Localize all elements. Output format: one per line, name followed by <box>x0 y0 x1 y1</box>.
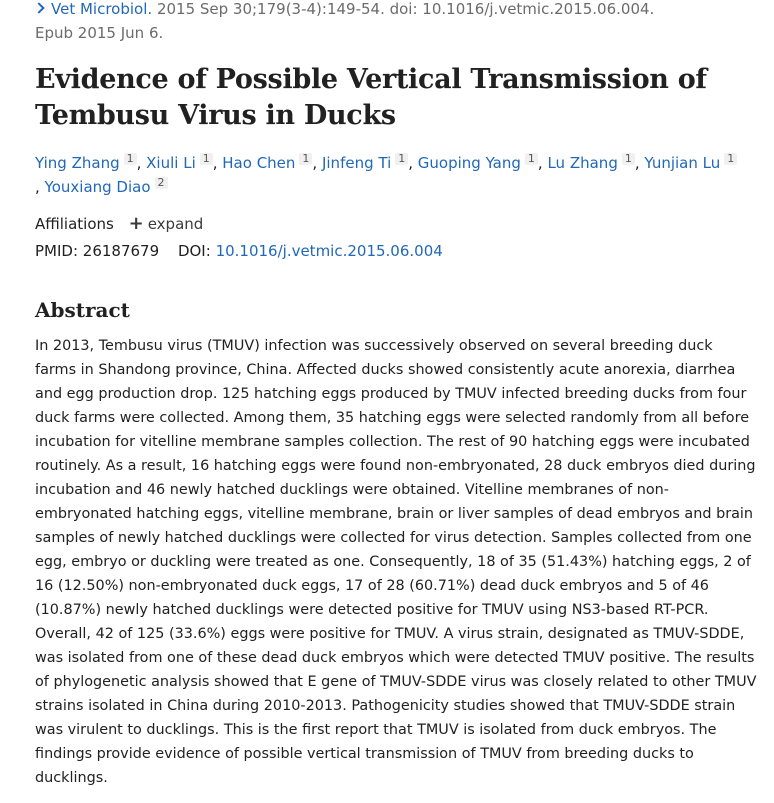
affiliation-ref[interactable]: 2 <box>155 177 168 189</box>
affiliation-ref[interactable]: 1 <box>200 153 213 165</box>
article-title: Evidence of Possible Vertical Transmission of Tembusu Virus in Ducks <box>35 64 707 131</box>
doi-link[interactable]: 10.1016/j.vetmic.2015.06.004 <box>215 242 443 260</box>
affiliation-ref[interactable]: 1 <box>299 153 312 165</box>
identifiers-row <box>35 239 443 263</box>
citation-details: 2015 Sep 30;179(3-4):149-54. doi: 10.1016/j.vetmic.2015.06.004. <box>156 0 655 18</box>
plus-icon: + <box>128 213 144 234</box>
citation-epub: Epub 2015 Jun 6. <box>35 24 164 42</box>
abstract-text: In 2013, Tembusu virus (TMUV) infection was successively observed on several breeding duck farms in Shandong province, China. Affected ducks showed consistently acute anorexia, diarrhea and egg production drop. 125 hatching eggs produced by TMUV infected breeding ducks from four duck farms were collected. Among them, 35 hatching eggs were selected randomly from all before incubation for vitelline membrane samples collection. The rest of 90 hatching eggs were incubated routinely. As a result, 16 hatching eggs were found non-embryonated, 28 duck embryos died during incubation and 46 newly hatched ducklings were obtained. Vitelline membranes of non-embryonated hatching eggs, vitelline membrane, brain or liver samples of dead embryos and brain samples of newly hatched ducklings were collected for virus detection. Samples collected from one egg, embryo or duckling were treated as one. Consequently, 18 of 35 (51.43%) hatching eggs, 2 of 16 (12.50%) non-embryonated duck eggs, 17 of 28 (60.71%) dead duck embryos and 5 of 46 (10.87%) newly hatched ducklings were detected positive for TMUV using NS3-based RT-PCR. Overall, 42 of 125 (33.6%) eggs were positive for TMUV. A virus strain, designated as TMUV-SDDE, was isolated from one of these dead duck embryos which were detected TMUV positive. The results of phylogenetic analysis showed that E gene of TMUV-SDDE virus was closely related to other TMUV strains isolated in China during 2010-2013. Pathogenicity studies showed that TMUV-SDDE strain was virulent to ducklings. This is the first report that TMUV is isolated from duck embryos. The findings provide evidence of possible vertical transmission of TMUV from breeding ducks to ducklings. <box>35 338 757 786</box>
author-list: Ying Zhang $^1$ , Xiuli Li $^1$ , Hao Chen $^1$ , Jinfeng Ti $^1$ , Guoping Yang $^1$ , Lu Zhang $^1$ , Yunjian Lu $^1$ , Youxiang Diao $^2$ <box>35 151 755 199</box>
doi-label: DOI: <box>177 242 211 260</box>
affiliation-ref[interactable]: 1 <box>395 153 408 165</box>
citation <box>35 0 755 45</box>
author-link[interactable]: Lu Zhang <box>547 154 618 172</box>
affiliations-label: Affiliations <box>35 215 114 233</box>
chevron-right-icon <box>33 2 44 13</box>
author-link[interactable]: Yunjian Lu <box>644 154 721 172</box>
affiliation-ref[interactable]: 1 <box>124 153 137 165</box>
affiliations-row <box>35 212 203 236</box>
author-link[interactable]: Xiuli Li <box>146 154 196 172</box>
author-link[interactable]: Ying Zhang <box>35 154 120 172</box>
author-link[interactable]: Hao Chen <box>222 154 296 172</box>
affiliation-ref[interactable]: 1 <box>622 153 635 165</box>
affiliation-ref[interactable]: 1 <box>724 153 737 165</box>
journal-link[interactable]: Vet Microbiol. <box>51 0 153 18</box>
pmid-label: PMID: <box>35 242 79 260</box>
affiliation-ref[interactable]: 1 <box>525 153 538 165</box>
author-link[interactable]: Jinfeng Ti <box>321 154 392 172</box>
pmid-value: 26187679 <box>82 242 160 260</box>
expand-label: expand <box>147 215 204 233</box>
author-link[interactable]: Youxiang Diao <box>44 178 151 196</box>
expand-affiliations-button[interactable] <box>129 215 204 233</box>
abstract-heading: Abstract <box>35 298 130 322</box>
author-link[interactable]: Guoping Yang <box>417 154 521 172</box>
